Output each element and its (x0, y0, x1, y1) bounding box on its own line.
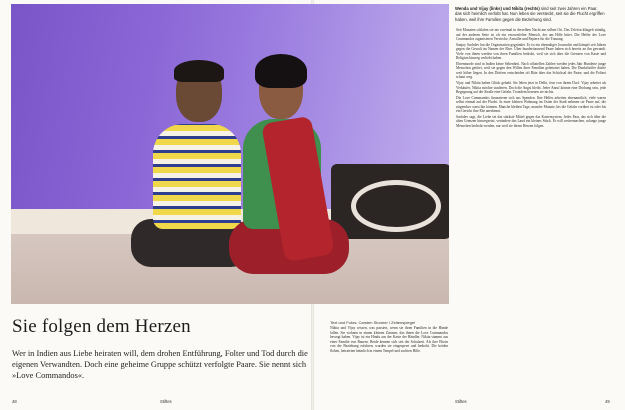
right-magazine-name: Stiftes (455, 399, 467, 404)
left-page-number: 48 (12, 399, 17, 404)
photo-man-hair (174, 60, 224, 82)
article-byline: Text und Fotos: Carsten Stormer / Zeitenspiegel (330, 320, 415, 325)
body-paragraph: Seit Monaten schlafen sie nie zweimal in derselben Nacht am selben Ort. Das Telefon klingelt ständig, auf der anderen Seite ist oft ein verzweifelter Mensch, der um Hilfe bittet. Die Helfer der Love Commandos organisieren Verstecke, Anwälte und Papiere für die Trauung. (456, 28, 606, 42)
article-lead: Wer in Indien aus Liebe heiraten will, dem drohen Entführung, Folter und Tod durch die eigenen Verwandten. Doch eine geheime Gruppe schützt verfolgte Paare. Sie nennt sich »Love Commandos«. (12, 349, 308, 381)
body-paragraph: Vijay und Nikita haben Glück gehabt. Sie leben jetzt in Delhi, fern von ihrem Dorf. Vijay arbeitet als Verkäufer, Nikita möchte studieren. Doch die Angst bleibt. Jeder Anruf könnte eine Drohung sein, jede Begegnung auf der Straße eine Gefahr. Trotzdem bereuen sie nichts. (456, 81, 606, 95)
photo-woman-hair (255, 54, 307, 88)
couple-photo (11, 4, 449, 304)
body-paragraph: Ehrenmorde sind in Indien keine Seltenheit. Nach offiziellen Zahlen werden jedes Jahr Hunderte junge Menschen getötet, weil sie gegen den Willen ihrer Familien geheiratet haben. Die Dunkelziffer dürfte weit höher liegen. In den Dörfern entscheiden oft Räte über das Schicksal der Paare, und die Polizei schaut weg. (456, 61, 606, 80)
article-headline: Sie folgen dem Herzen (12, 316, 191, 337)
photo-pillow (331, 164, 449, 239)
body-paragraph: Sachdev sagt, die Liebe sei das stärkste Mittel gegen das Kastensystem. Jedes Paar, das sich über die alten Grenzen hinwegsetzt, verändere das Land ein kleines Stück. Er will weitermachen, solange junge Menschen bedroht werden, nur weil sie ihrem Herzen folgen. (456, 114, 606, 128)
body-paragraph: Sanjoy Sachdev hat die Organisation gegründet. Er ist ein ehemaliger Journalist und kämpft seit Jahren gegen die Gewalt im Namen der Ehre. Über hunderttausend Paare haben sich bereits an ihn gewandt. Viele von ihnen werden von ihren Familien bedroht, weil sie sich über die Grenzen von Kaste und Religion hinweg verliebt haben. (456, 42, 606, 61)
photo-caption-names: Wenda und Vijay (links) und Nikita (rechts) (455, 6, 540, 11)
photo-man-shirt (153, 124, 241, 229)
body-paragraph: Die Love Commandos finanzieren sich aus Spenden. Ihre Helfer arbeiten ehrenamtlich, viele waren selbst einmal auf der Flucht. In einer kleinen Wohnung im Osten der Stadt nehmen sie Paare auf, die nirgendwo sonst hin können. Manche bleiben Tage, manche Monate, bis die Gefahr vorüber ist oder bis ein Gericht ihre Ehe anerkennt. (456, 95, 606, 114)
left-magazine-name: Stiftes (160, 399, 172, 404)
left-body-column: Nikita und Vijay wissen, was passiert, wenn sie ihren Familien in die Hände fallen. Sie wohnen in einem kleinen Zimmer, das ihnen die Love Commandos besorgt haben. Vijay ist ein Hindu aus der Kaste der Händler, Nikita stammt aus einer Familie von Bauern. Beide kennen sich seit der Schulzeit. Als ihre Eltern von der Beziehung erfuhren, wurden sie eingesperrt und bedroht. Die beiden flohen, heirateten heimlich in einem Tempel und suchten Hilfe. (330, 326, 448, 353)
photo-caption-text: sind seit zwei Jahren ein Paar, das sich heimlich verlobt hat. Nun leben sie versteckt, seit sie die Flucht ergriffen haben, weil ihre Familien gegen die Beziehung sind. (455, 6, 605, 22)
right-page-columns (456, 4, 606, 396)
right-page-number: 49 (605, 399, 610, 404)
